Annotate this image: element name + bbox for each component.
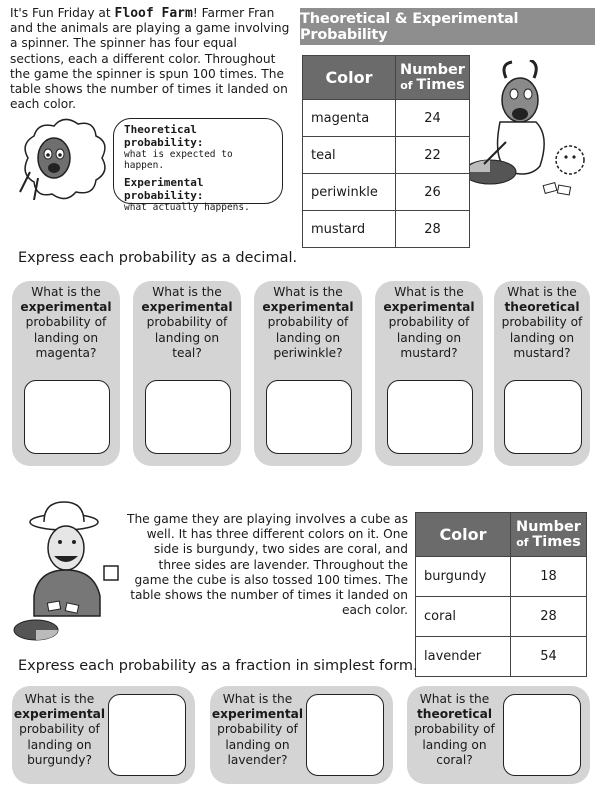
table-row: magenta 24: [303, 100, 470, 137]
question-card: What is the experimental probability of landing on periwinkle?: [254, 281, 362, 466]
spinner-header-color: Color: [303, 56, 396, 100]
table-row: teal 22: [303, 137, 470, 174]
cube-header-number: Number of Times: [511, 513, 587, 557]
page-title: Theoretical & Experimental Probability: [300, 8, 595, 45]
question-card: What is the experimental probability of landing on teal?: [133, 281, 241, 466]
definitions-bubble: [113, 118, 283, 213]
cube-header-color: Color: [416, 513, 511, 557]
answer-box[interactable]: [145, 380, 231, 454]
answer-box[interactable]: [266, 380, 352, 454]
table-row: coral 28: [416, 597, 587, 637]
answer-box[interactable]: [387, 380, 473, 454]
cube-paragraph: The game they are playing involves a cube as well. It has three different colors on it. One side is burgundy, two sides are coral, and three sides are lavender. Throughout the game the cube is also tossed 100 times. The table shows the number of times it landed on each color.: [127, 512, 408, 618]
question-card: What is the experimental probability of landing on lavender?: [210, 686, 393, 784]
question-card: What is the experimental probability of landing on magenta?: [12, 281, 120, 466]
question-card: What is the experimental probability of landing on mustard?: [375, 281, 483, 466]
spinner-header-number: Number of Times: [396, 56, 470, 100]
table-row: periwinkle 26: [303, 174, 470, 211]
farmer-illustration: [8, 500, 126, 648]
question-card: What is the theoretical probability of landing on coral?: [407, 686, 590, 784]
spinner-table: [302, 55, 470, 248]
experimental-term: Experimental probability:: [124, 176, 204, 202]
intro-pre: It's Fun Friday at: [10, 6, 115, 20]
answer-box[interactable]: [306, 694, 384, 776]
experimental-definition: what actually happens.: [124, 202, 250, 213]
cube-table: [415, 512, 587, 677]
answer-box[interactable]: [503, 694, 581, 776]
question-card: What is the experimental probability of landing on burgundy?: [12, 686, 195, 784]
section-fraction-heading: Express each probability as a fraction in simplest form.: [18, 658, 418, 674]
intro-post: ! Farmer Fran and the animals are playing a game involving a spinner. The spinner has four equal sections, each a different color. Throughout the game the spinner is spun 100 times. The table shows the number of times it landed on each color.: [10, 6, 290, 112]
table-row: mustard 28: [303, 211, 470, 248]
goat-spinner-illustration: [470, 60, 598, 200]
theoretical-term: Theoretical probability:: [124, 123, 204, 149]
table-row: lavender 54: [416, 637, 587, 677]
question-card: What is the theoretical probability of landing on mustard?: [494, 281, 590, 466]
section-decimal-heading: Express each probability as a decimal.: [18, 250, 298, 266]
intro-paragraph: [10, 6, 292, 112]
table-row: burgundy 18: [416, 557, 587, 597]
answer-box[interactable]: [108, 694, 186, 776]
answer-box[interactable]: [24, 380, 110, 454]
sheep-illustration: [8, 118, 116, 208]
answer-box[interactable]: [504, 380, 582, 454]
farm-name: Floof Farm: [114, 6, 193, 21]
theoretical-definition: what is expected to happen.: [124, 149, 233, 171]
